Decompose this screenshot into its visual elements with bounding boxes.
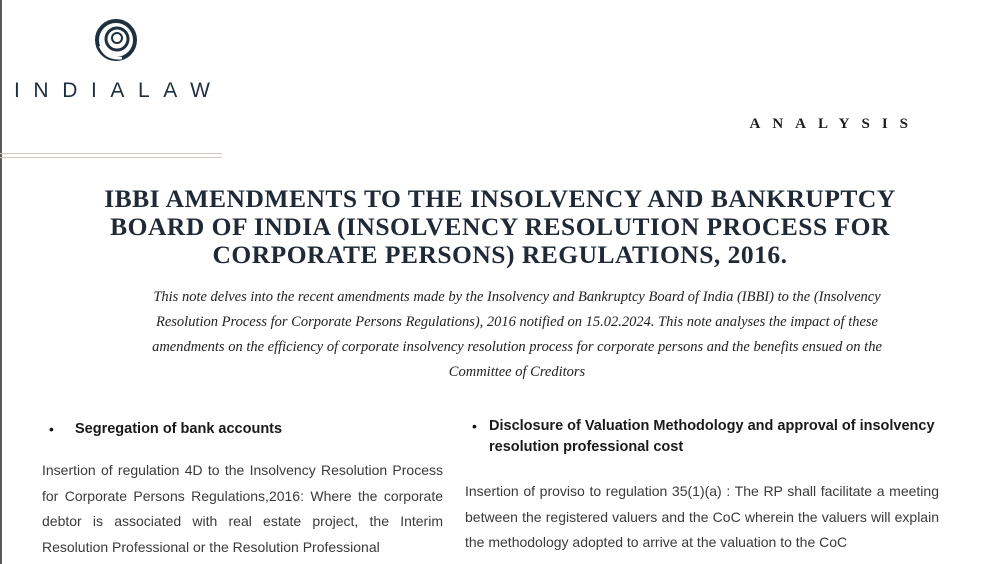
bullet-icon: • <box>49 421 54 437</box>
section-paragraph: Insertion of regulation 4D to the Insolvency Resolution Process for Corporate Persons Regulations,2016: Where the corporate debtor is associated with real estate project, the Interim Resolution Professional or the Resolution Professional <box>42 462 443 555</box>
abstract <box>100 285 934 385</box>
title-line: IBBI AMENDMENTS TO THE INSOLVENCY AND BANKRUPTCY <box>104 184 896 213</box>
brand-name: INDIALAW <box>14 79 224 102</box>
page-left-border <box>0 0 2 564</box>
left-column <box>42 419 443 560</box>
section-paragraph: Insertion of proviso to regulation 35(1)(a) : The RP shall facilitate a meeting between the registered valuers and the CoC wherein the valuers will explain the methodology adopted to arrive at the valuation to the CoC <box>465 483 939 550</box>
section-heading: Disclosure of Valuation Methodology and approval of insolvency resolution professional cost <box>489 418 935 455</box>
right-column <box>465 416 939 556</box>
ring-logo-icon <box>92 16 140 64</box>
abstract-line: amendments on the efficiency of corporate insolvency resolution process for corporate persons and the benefits ensued on the <box>152 339 882 355</box>
title-line: CORPORATE PERSONS) REGULATIONS, 2016. <box>212 240 788 269</box>
divider-rule <box>0 153 222 154</box>
abstract-line: Resolution Process for Corporate Persons Regulations), 2016 notified on 15.02.2024. This note analyses the impact of these <box>156 314 878 330</box>
title-line: BOARD OF INDIA (INSOLVENCY RESOLUTION PROCESS FOR <box>110 212 890 241</box>
divider-rule <box>0 157 222 158</box>
abstract-line: This note delves into the recent amendments made by the Insolvency and Bankruptcy Board of India (IBBI) to the (Insolvency <box>153 289 881 305</box>
section-heading: Segregation of bank accounts <box>75 421 283 437</box>
bullet-icon: • <box>472 418 477 434</box>
section-label: ANALYSIS <box>749 116 920 132</box>
document-title <box>40 185 960 269</box>
abstract-line: Committee of Creditors <box>448 364 586 380</box>
